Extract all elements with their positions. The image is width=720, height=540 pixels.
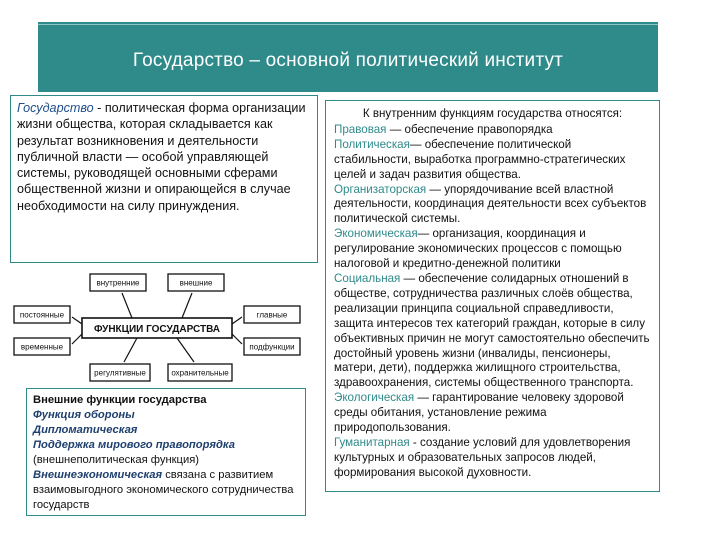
internal-item	[334, 436, 651, 481]
internal-item	[334, 138, 651, 183]
arrow-temporary	[72, 334, 82, 344]
internal-item-key: Организаторская	[334, 182, 427, 196]
external-heading: Внешние функции государства	[33, 394, 207, 406]
internal-item	[334, 227, 651, 272]
label-center: ФУНКЦИИ ГОСУДАРСТВА	[93, 324, 221, 335]
label-internal: внутренние	[96, 278, 140, 288]
label-temporary: временные	[20, 342, 64, 352]
internal-item-text: — гарантирование человеку здоровой среды обитания, установление режима природопользования.	[334, 391, 624, 435]
label-main: главные	[256, 310, 288, 320]
external-diplomatic: Дипломатическая	[33, 424, 138, 436]
internal-item	[334, 391, 651, 436]
external-econ-row	[33, 468, 299, 513]
label-permanent: постоянные	[19, 310, 65, 320]
internal-item-key: Гуманитарная	[334, 435, 410, 449]
page-title: Государство – основной политический институт	[132, 50, 564, 71]
external-defense: Функция обороны	[33, 409, 135, 421]
internal-item	[334, 272, 651, 391]
internal-item-text: — организация, координация и регулирование экономических процессов с помощью налоговой и кредитно-денежной политики	[334, 227, 622, 271]
definition-text: - политическая форма организации жизни общества, которая складывается как результат возникновения и деятельности публичной власти — особой управляющей системы, руководящей основными сферами общественной жизни и опирающейся в случае необходимости на силу принуждения.	[17, 101, 306, 213]
internal-item-text: — обеспечение политической стабильности, выработка программно-стратегических целей и задач развития общества.	[334, 137, 626, 181]
title-divider	[38, 24, 658, 25]
label-protective: охранительные	[171, 368, 229, 378]
internal-item-text: — обеспечение правопорядка	[386, 122, 553, 136]
functions-diagram	[12, 272, 318, 384]
arrow-external	[182, 293, 192, 318]
arrow-internal	[122, 293, 132, 318]
arrow-permanent	[72, 317, 82, 324]
definition-box	[10, 95, 318, 263]
arrow-protective	[177, 338, 194, 362]
external-econ-key: Внешнеэкономическая	[33, 469, 163, 481]
arrow-main	[232, 317, 242, 324]
label-sub: подфункции	[249, 342, 295, 352]
arrow-regulative	[124, 338, 137, 362]
label-external: внешние	[179, 278, 213, 288]
internal-functions-box	[325, 100, 660, 492]
internal-item-text: — обеспечение солидарных отношений в обществе, сотрудничества различных слоёв общества, реализации принципа социальной справедливости, защита интересов тех категорий граждан, которые в силу объективных причин не могут самостоятельно обеспечить достойный уровень жизни (инвалиды, пенсионеры, матери, дети), поддержка жилищного строительства, здравоохранения, системы общественного транспорта.	[334, 271, 650, 390]
internal-item-key: Социальная	[334, 271, 401, 285]
internal-item-key: Экологическая	[334, 391, 415, 405]
label-regulative: регулятивные	[94, 368, 146, 378]
external-functions-box	[26, 388, 306, 516]
internal-item-key: Экономическая	[334, 227, 418, 241]
internal-item-key: Политическая	[334, 137, 410, 151]
arrow-sub	[232, 334, 242, 344]
external-econ-text: связана с развитием взаимовыгодного экономического сотрудничества государств	[33, 469, 294, 511]
internal-item-key: Правовая	[334, 122, 387, 136]
definition-term: Государство	[17, 101, 94, 115]
external-peace-note: (внешнеполитическая функция)	[33, 454, 199, 466]
internal-item-text: — упорядочивание всей властной деятельности, координация деятельности всех субъектов политической системы.	[334, 182, 647, 226]
external-peace: Поддержка мирового правопорядка	[33, 439, 235, 451]
internal-item	[334, 123, 651, 138]
internal-heading: К внутренним функциям государства относятся:	[362, 107, 623, 120]
internal-item-text: - создание условий для удовлетворения культурных и образовательных запросов людей, формирования высокой духовности.	[334, 435, 631, 479]
title-bar	[38, 22, 658, 92]
internal-item	[334, 183, 651, 228]
